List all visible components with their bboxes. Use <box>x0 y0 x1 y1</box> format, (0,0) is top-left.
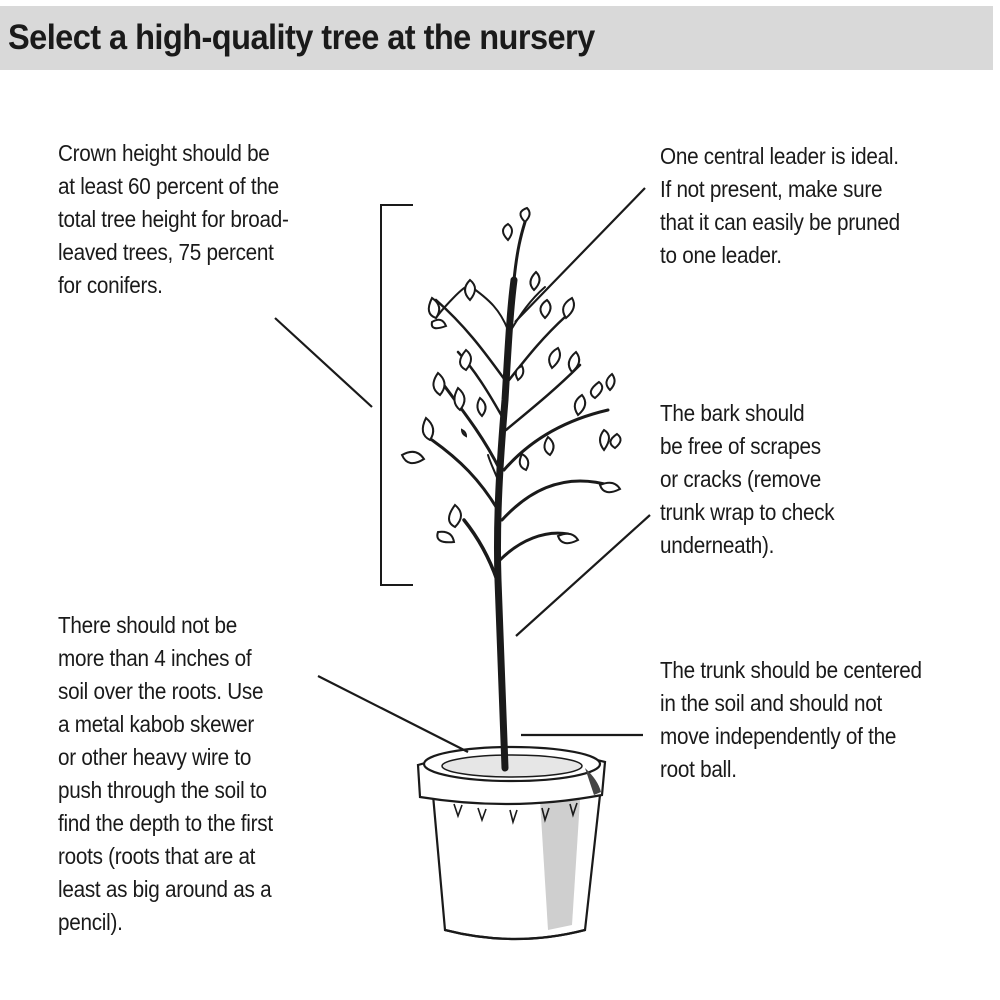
note-line: or other heavy wire to <box>58 744 252 770</box>
note-line: that it can easily be pruned <box>660 209 900 235</box>
note-line: at least 60 percent of the <box>58 173 279 199</box>
note-line: a metal kabob skewer <box>58 711 254 737</box>
note-line: The trunk should be centered <box>660 657 922 683</box>
leader-callout-line <box>515 188 645 322</box>
central-leader-note <box>660 140 900 272</box>
note-line: find the depth to the first <box>58 810 273 836</box>
note-line: If not present, make sure <box>660 176 883 202</box>
note-line: move independently of the <box>660 723 897 749</box>
note-line: roots (roots that are at <box>58 843 256 869</box>
note-line: in the soil and should not <box>660 690 883 716</box>
callout-lines <box>275 188 650 752</box>
note-line: One central leader is ideal. <box>660 143 899 169</box>
note-line: root ball. <box>660 756 737 782</box>
note-line: least as big around as a <box>58 876 272 902</box>
note-line: There should not be <box>58 612 238 638</box>
crown-height-note <box>58 137 289 302</box>
crown-height-bracket <box>381 205 413 585</box>
bark-note <box>660 397 834 562</box>
note-line: pencil). <box>58 909 123 935</box>
note-line: push through the soil to <box>58 777 267 803</box>
nursery-pot <box>418 747 605 939</box>
note-line: for conifers. <box>58 272 163 298</box>
soil-depth-note <box>58 609 273 939</box>
note-line: more than 4 inches of <box>58 645 252 671</box>
note-line: The bark should <box>660 400 805 426</box>
note-line: or cracks (remove <box>660 466 822 492</box>
crown-callout-line <box>275 318 372 407</box>
note-line: to one leader. <box>660 242 782 268</box>
tree-trunk-and-branches <box>432 222 612 768</box>
note-line: leaved trees, 75 percent <box>58 239 274 265</box>
note-line: total tree height for broad- <box>58 206 289 232</box>
note-line: soil over the roots. Use <box>58 678 264 704</box>
soil-callout-line <box>318 676 468 752</box>
note-line: Crown height should be <box>58 140 270 166</box>
note-line: be free of scrapes <box>660 433 821 459</box>
note-line: trunk wrap to check <box>660 499 835 525</box>
bark-callout-line <box>516 515 650 636</box>
page-title: Select a high-quality tree at the nursery <box>8 18 595 57</box>
note-line: underneath). <box>660 532 775 558</box>
trunk-centered-note <box>660 654 922 786</box>
